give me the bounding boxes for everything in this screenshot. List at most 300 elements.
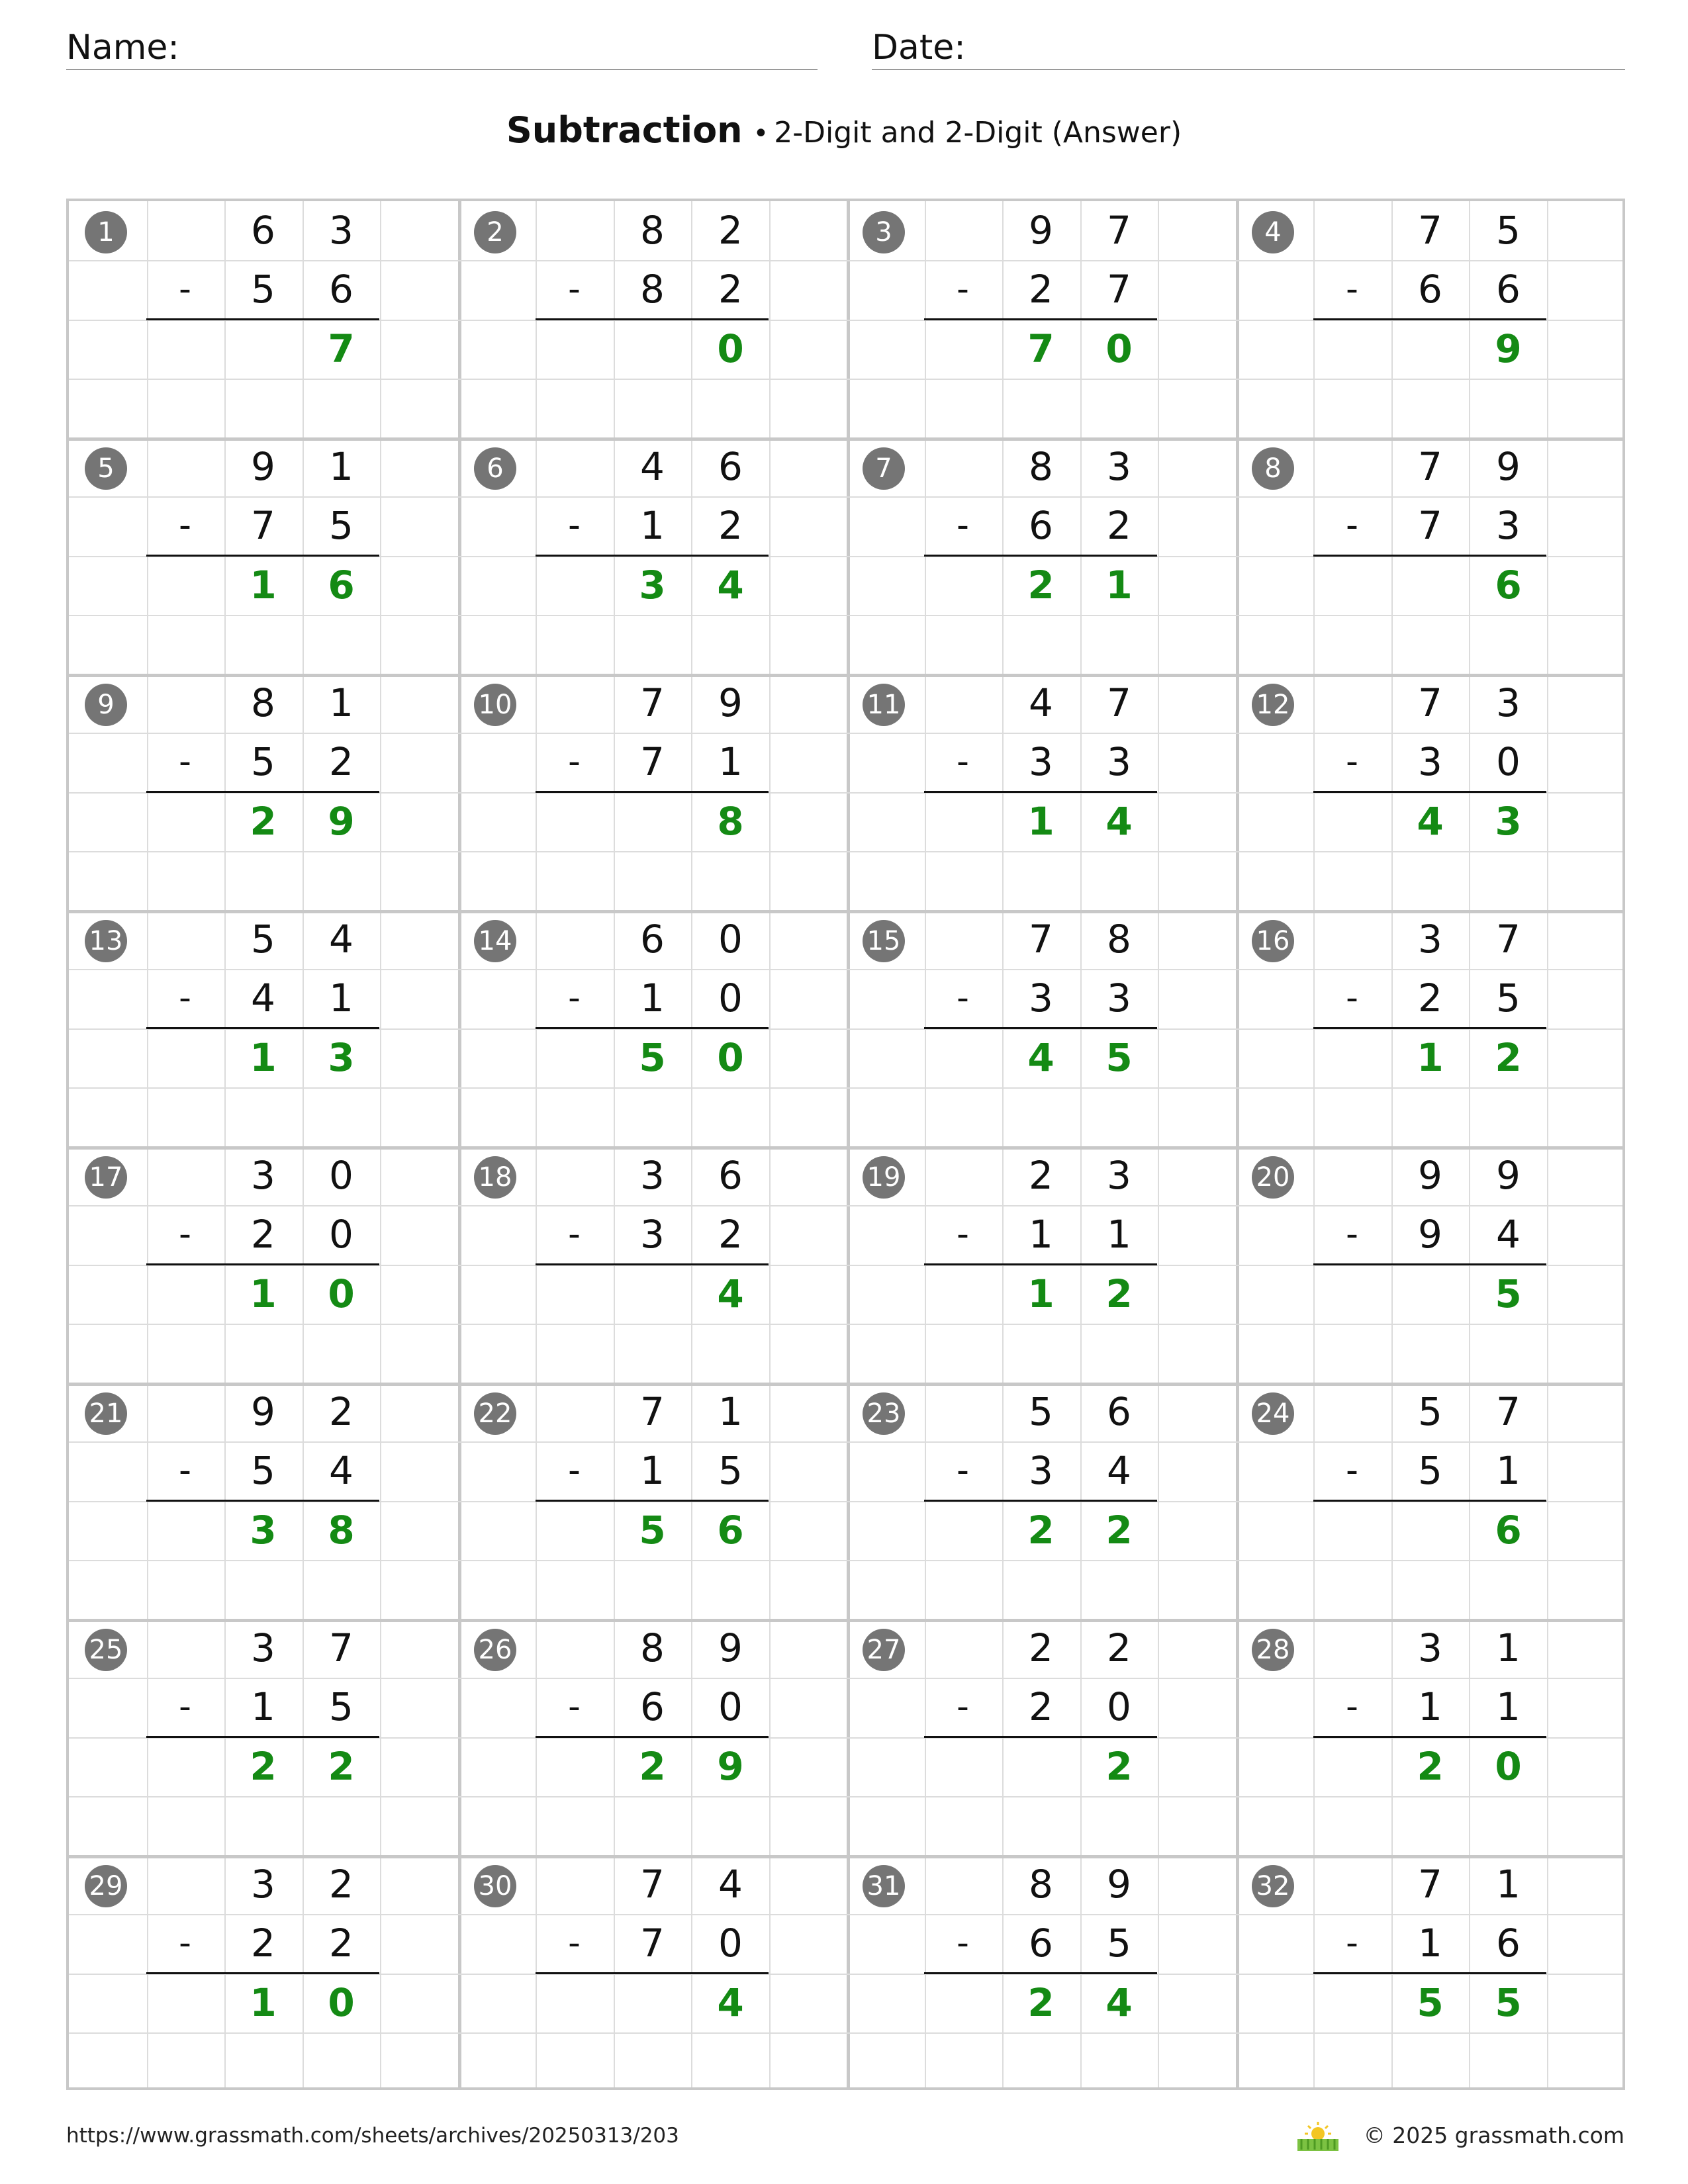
minuend-digit: 6 — [718, 1153, 743, 1198]
subtrahend-digit: 5 — [1496, 976, 1521, 1021]
minuend-digit: 3 — [251, 1153, 275, 1198]
problem-10 — [458, 674, 848, 910]
answer-line — [536, 555, 769, 557]
minus-sign: - — [179, 506, 191, 545]
subtrahend-digit: 9 — [1418, 1212, 1442, 1257]
problem-5 — [69, 437, 459, 674]
minuend-digit: 9 — [718, 1625, 743, 1670]
minuend-digit: 2 — [718, 208, 743, 253]
subtrahend-digit: 1 — [640, 976, 665, 1021]
minuend-digit: 8 — [640, 1625, 665, 1670]
answer-digit: 4 — [717, 563, 744, 608]
answer-digit: 5 — [1495, 1271, 1522, 1316]
name-label: Name: — [66, 28, 179, 68]
answer-line — [924, 318, 1157, 320]
subtrahend-digit: 2 — [1418, 976, 1442, 1021]
problem-24 — [1236, 1383, 1626, 1619]
answer-digit — [224, 320, 302, 379]
footer-url: https://www.grassmath.com/sheets/archives/20250313/203 — [66, 2124, 679, 2148]
problem-number-badge: 13 — [85, 920, 127, 962]
answer-digit: 7 — [1027, 326, 1055, 371]
minuend-digit: 6 — [251, 208, 275, 253]
subtrahend-digit: 0 — [329, 1212, 353, 1257]
minuend-digit: 8 — [1029, 444, 1053, 489]
answer-digit: 6 — [717, 1508, 744, 1553]
minuend-digit: 9 — [251, 1389, 275, 1434]
problem-16 — [1236, 910, 1626, 1146]
answer-line — [1313, 555, 1546, 557]
minus-sign: - — [1346, 742, 1358, 782]
minuend-digit: 9 — [251, 444, 275, 489]
subtrahend-digit: 4 — [1107, 1448, 1131, 1493]
worksheet-title — [0, 106, 1688, 163]
answer-digit: 0 — [717, 1035, 744, 1080]
answer-digit: 2 — [639, 1744, 666, 1789]
minuend-digit: 3 — [640, 1153, 665, 1198]
problem-13 — [69, 910, 459, 1146]
subtrahend-digit: 1 — [329, 976, 353, 1021]
minuend-digit: 0 — [329, 1153, 353, 1198]
answer-line — [536, 1736, 769, 1738]
answer-digit: 4 — [1105, 1980, 1133, 2025]
problem-number-badge: 31 — [863, 1865, 905, 1907]
problem-7 — [847, 437, 1237, 674]
problem-6 — [458, 437, 848, 674]
answer-digit — [1002, 1737, 1080, 1796]
minuend-digit: 8 — [1107, 917, 1131, 962]
subtrahend-digit: 1 — [640, 503, 665, 548]
problem-number-badge: 30 — [474, 1865, 516, 1907]
minus-sign: - — [957, 978, 969, 1018]
minuend-digit: 1 — [1496, 1862, 1521, 1907]
answer-digit: 1 — [250, 1980, 277, 2025]
problem-number-badge: 19 — [863, 1156, 905, 1199]
subtrahend-digit: 3 — [1107, 976, 1131, 1021]
problem-22 — [458, 1383, 848, 1619]
answer-line — [536, 318, 769, 320]
minus-sign: - — [957, 742, 969, 782]
answer-line — [924, 1027, 1157, 1029]
answer-digit: 5 — [639, 1035, 666, 1080]
answer-line — [146, 555, 379, 557]
minus-sign: - — [179, 1923, 191, 1963]
answer-digit: 3 — [639, 563, 666, 608]
problem-12 — [1236, 674, 1626, 910]
problem-28 — [1236, 1619, 1626, 1855]
problem-number-badge: 3 — [863, 211, 905, 253]
minuend-digit: 7 — [1107, 680, 1131, 725]
minuend-digit: 3 — [1418, 1625, 1442, 1670]
minus-sign: - — [1346, 978, 1358, 1018]
answer-digit: 6 — [328, 563, 355, 608]
subtrahend-digit: 1 — [251, 1684, 275, 1729]
answer-line — [924, 1263, 1157, 1265]
subtrahend-digit: 0 — [718, 976, 743, 1021]
minuend-digit: 4 — [1029, 680, 1053, 725]
minus-sign: - — [179, 1214, 191, 1254]
minuend-digit: 7 — [1418, 444, 1442, 489]
minuend-digit: 2 — [1107, 1625, 1131, 1670]
subtrahend-digit: 2 — [251, 1212, 275, 1257]
minuend-digit: 1 — [329, 444, 353, 489]
answer-digit: 1 — [250, 1271, 277, 1316]
minus-sign: - — [568, 1451, 581, 1490]
answer-digit: 2 — [1027, 1508, 1055, 1553]
answer-digit — [1391, 1501, 1469, 1560]
answer-digit: 8 — [717, 799, 744, 844]
subtrahend-digit: 5 — [329, 503, 353, 548]
minus-sign: - — [568, 1923, 581, 1963]
subtrahend-digit: 6 — [1029, 503, 1053, 548]
answer-digit: 2 — [1105, 1508, 1133, 1553]
problem-number-badge: 5 — [85, 447, 127, 490]
subtrahend-digit: 0 — [1496, 739, 1521, 784]
problem-25 — [69, 1619, 459, 1855]
answer-digit: 4 — [717, 1271, 744, 1316]
subtrahend-digit: 3 — [1029, 976, 1053, 1021]
minus-sign: - — [568, 742, 581, 782]
answer-line — [536, 1500, 769, 1502]
subtrahend-digit: 1 — [1496, 1448, 1521, 1493]
answer-line — [146, 1263, 379, 1265]
problem-29 — [69, 1855, 459, 2091]
answer-digit: 3 — [328, 1035, 355, 1080]
answer-line — [536, 1263, 769, 1265]
problem-number-badge: 32 — [1252, 1865, 1294, 1907]
subtrahend-digit: 3 — [1029, 1448, 1053, 1493]
answer-digit: 3 — [1495, 799, 1522, 844]
minuend-digit: 7 — [1496, 917, 1521, 962]
answer-digit: 5 — [1105, 1035, 1133, 1080]
problem-20 — [1236, 1146, 1626, 1383]
minuend-digit: 3 — [1107, 444, 1131, 489]
answer-digit — [614, 1265, 691, 1324]
grass-sun-logo-icon — [1295, 2120, 1341, 2151]
minuend-digit: 4 — [718, 1862, 743, 1907]
problem-number-badge: 29 — [85, 1865, 127, 1907]
minus-sign: - — [568, 506, 581, 545]
answer-line — [924, 791, 1157, 793]
subtrahend-digit: 0 — [718, 1921, 743, 1966]
answer-line — [924, 555, 1157, 557]
answer-digit — [614, 792, 691, 851]
answer-line — [146, 1972, 379, 1974]
answer-digit: 6 — [1495, 563, 1522, 608]
minuend-digit: 6 — [718, 444, 743, 489]
answer-digit — [1391, 1265, 1469, 1324]
minus-sign: - — [957, 1923, 969, 1963]
problem-number-badge: 15 — [863, 920, 905, 962]
problem-number-badge: 17 — [85, 1156, 127, 1199]
minuend-digit: 5 — [1029, 1389, 1053, 1434]
answer-digit: 4 — [1417, 799, 1444, 844]
subtrahend-digit: 4 — [329, 1448, 353, 1493]
problem-31 — [847, 1855, 1237, 2091]
minus-sign: - — [1346, 1923, 1358, 1963]
answer-digit: 5 — [1417, 1980, 1444, 2025]
minuend-digit: 2 — [1029, 1625, 1053, 1670]
problem-number-badge: 4 — [1252, 211, 1294, 253]
answer-line — [146, 1500, 379, 1502]
answer-line — [536, 1972, 769, 1974]
minuend-digit: 7 — [1496, 1389, 1521, 1434]
subtrahend-digit: 8 — [640, 267, 665, 312]
answer-line — [536, 1027, 769, 1029]
answer-line — [1313, 1972, 1546, 1974]
subtrahend-digit: 4 — [251, 976, 275, 1021]
subtrahend-digit: 6 — [640, 1684, 665, 1729]
answer-line — [146, 1736, 379, 1738]
subtrahend-digit: 6 — [1496, 267, 1521, 312]
minuend-digit: 7 — [1418, 208, 1442, 253]
answer-line — [1313, 1027, 1546, 1029]
minuend-digit: 9 — [1496, 444, 1521, 489]
problem-18 — [458, 1146, 848, 1383]
problem-8 — [1236, 437, 1626, 674]
subtrahend-digit: 1 — [1418, 1921, 1442, 1966]
answer-digit: 1 — [1027, 799, 1055, 844]
minus-sign: - — [1346, 1451, 1358, 1490]
minus-sign: - — [568, 978, 581, 1018]
subtrahend-digit: 6 — [329, 267, 353, 312]
subtrahend-digit: 0 — [718, 1684, 743, 1729]
answer-line — [924, 1500, 1157, 1502]
answer-digit — [1391, 556, 1469, 615]
answer-line — [1313, 791, 1546, 793]
problem-grid — [66, 199, 1625, 2090]
minuend-digit: 5 — [251, 917, 275, 962]
problem-number-badge: 11 — [863, 684, 905, 726]
subtrahend-digit: 5 — [251, 1448, 275, 1493]
minuend-digit: 6 — [1107, 1389, 1131, 1434]
answer-digit: 6 — [1495, 1508, 1522, 1553]
subtrahend-digit: 3 — [1496, 503, 1521, 548]
answer-digit: 2 — [1027, 563, 1055, 608]
subtrahend-digit: 7 — [251, 503, 275, 548]
answer-digit: 2 — [250, 1744, 277, 1789]
subtrahend-digit: 1 — [1029, 1212, 1053, 1257]
subtrahend-digit: 3 — [1029, 739, 1053, 784]
subtrahend-digit: 0 — [1107, 1684, 1131, 1729]
problem-number-badge: 21 — [85, 1392, 127, 1435]
answer-digit: 0 — [328, 1980, 355, 2025]
problem-number-badge: 14 — [474, 920, 516, 962]
subtrahend-digit: 2 — [718, 503, 743, 548]
answer-line — [146, 318, 379, 320]
problem-4 — [1236, 201, 1626, 437]
minus-sign: - — [179, 978, 191, 1018]
minuend-digit: 9 — [1496, 1153, 1521, 1198]
subtrahend-digit: 2 — [718, 267, 743, 312]
minus-sign: - — [1346, 1687, 1358, 1727]
subtrahend-digit: 6 — [1496, 1921, 1521, 1966]
answer-digit: 7 — [328, 326, 355, 371]
minuend-digit: 5 — [1496, 208, 1521, 253]
date-field[interactable] — [872, 24, 1625, 70]
answer-line — [1313, 1736, 1546, 1738]
minuend-digit: 7 — [329, 1625, 353, 1670]
problem-number-badge: 12 — [1252, 684, 1294, 726]
subtrahend-digit: 1 — [718, 739, 743, 784]
minuend-digit: 5 — [1418, 1389, 1442, 1434]
subtrahend-digit: 2 — [1107, 503, 1131, 548]
minus-sign: - — [957, 1214, 969, 1254]
minuend-digit: 2 — [1029, 1153, 1053, 1198]
minus-sign: - — [957, 506, 969, 545]
problem-32 — [1236, 1855, 1626, 2091]
minuend-digit: 1 — [329, 680, 353, 725]
minus-sign: - — [957, 269, 969, 309]
answer-line — [146, 1027, 379, 1029]
subtrahend-digit: 3 — [1107, 739, 1131, 784]
answer-digit: 9 — [1495, 326, 1522, 371]
answer-digit: 9 — [717, 1744, 744, 1789]
minuend-digit: 1 — [718, 1389, 743, 1434]
minuend-digit: 2 — [329, 1389, 353, 1434]
answer-digit: 2 — [1105, 1744, 1133, 1789]
answer-line — [924, 1736, 1157, 1738]
answer-digit: 0 — [717, 326, 744, 371]
minuend-digit: 3 — [1418, 917, 1442, 962]
answer-digit: 1 — [250, 563, 277, 608]
answer-digit — [614, 320, 691, 379]
minuend-digit: 9 — [1107, 1862, 1131, 1907]
copyright: © 2025 grassmath.com — [1363, 2122, 1624, 2148]
minuend-digit: 6 — [640, 917, 665, 962]
problem-number-badge: 18 — [474, 1156, 516, 1199]
minuend-digit: 2 — [329, 1862, 353, 1907]
subtrahend-digit: 3 — [640, 1212, 665, 1257]
subtrahend-digit: 5 — [1107, 1921, 1131, 1966]
minus-sign: - — [1346, 506, 1358, 545]
subtrahend-digit: 7 — [640, 739, 665, 784]
answer-digit — [1391, 320, 1469, 379]
problem-3 — [847, 201, 1237, 437]
subtrahend-digit: 7 — [640, 1921, 665, 1966]
problem-14 — [458, 910, 848, 1146]
subtrahend-digit: 1 — [1107, 1212, 1131, 1257]
subtrahend-digit: 1 — [640, 1448, 665, 1493]
answer-digit: 2 — [250, 799, 277, 844]
subtrahend-digit: 7 — [1107, 267, 1131, 312]
subtrahend-digit: 2 — [329, 1921, 353, 1966]
answer-digit: 5 — [1495, 1980, 1522, 2025]
problem-number-badge: 1 — [85, 211, 127, 253]
minus-sign: - — [957, 1451, 969, 1490]
minuend-digit: 3 — [1496, 680, 1521, 725]
answer-digit: 2 — [1105, 1271, 1133, 1316]
problem-number-badge: 24 — [1252, 1392, 1294, 1435]
minuend-digit: 3 — [329, 208, 353, 253]
problem-number-badge: 7 — [863, 447, 905, 490]
answer-line — [1313, 318, 1546, 320]
subtrahend-digit: 6 — [1418, 267, 1442, 312]
problem-17 — [69, 1146, 459, 1383]
answer-line — [924, 1972, 1157, 1974]
minuend-digit: 9 — [1418, 1153, 1442, 1198]
subtrahend-digit: 2 — [1029, 267, 1053, 312]
subtrahend-digit: 2 — [251, 1921, 275, 1966]
subtrahend-digit: 1 — [1418, 1684, 1442, 1729]
minus-sign: - — [568, 269, 581, 309]
minuend-digit: 9 — [1029, 208, 1053, 253]
subtrahend-digit: 5 — [718, 1448, 743, 1493]
answer-line — [146, 791, 379, 793]
subtrahend-digit: 5 — [329, 1684, 353, 1729]
answer-digit: 1 — [1417, 1035, 1444, 1080]
minus-sign: - — [1346, 269, 1358, 309]
minuend-digit: 1 — [1496, 1625, 1521, 1670]
minuend-digit: 7 — [640, 680, 665, 725]
problem-number-badge: 2 — [474, 211, 516, 253]
subtrahend-digit: 2 — [1029, 1684, 1053, 1729]
problem-23 — [847, 1383, 1237, 1619]
problem-number-badge: 27 — [863, 1629, 905, 1671]
subtrahend-digit: 1 — [1496, 1684, 1521, 1729]
answer-line — [1313, 1500, 1546, 1502]
problem-number-badge: 28 — [1252, 1629, 1294, 1671]
minuend-digit: 9 — [718, 680, 743, 725]
minus-sign: - — [1346, 1214, 1358, 1254]
problem-30 — [458, 1855, 848, 2091]
problem-number-badge: 26 — [474, 1629, 516, 1671]
problem-number-badge: 10 — [474, 684, 516, 726]
minus-sign: - — [568, 1687, 581, 1727]
problem-number-badge: 23 — [863, 1392, 905, 1435]
subtrahend-digit: 5 — [1418, 1448, 1442, 1493]
problem-number-badge: 20 — [1252, 1156, 1294, 1199]
problem-number-badge: 25 — [85, 1629, 127, 1671]
answer-digit: 1 — [1105, 563, 1133, 608]
answer-digit: 2 — [1495, 1035, 1522, 1080]
answer-digit: 1 — [1027, 1271, 1055, 1316]
problem-2 — [458, 201, 848, 437]
subtrahend-digit: 3 — [1418, 739, 1442, 784]
subtrahend-digit: 5 — [251, 739, 275, 784]
subtrahend-digit: 2 — [718, 1212, 743, 1257]
problem-26 — [458, 1619, 848, 1855]
footer-brand — [1295, 2122, 1624, 2149]
minuend-digit: 4 — [640, 444, 665, 489]
answer-digit: 2 — [328, 1744, 355, 1789]
problem-1 — [69, 201, 459, 437]
minus-sign: - — [179, 269, 191, 309]
problem-number-badge: 9 — [85, 684, 127, 726]
problem-15 — [847, 910, 1237, 1146]
answer-digit: 9 — [328, 799, 355, 844]
minuend-digit: 7 — [1029, 917, 1053, 962]
answer-digit: 4 — [717, 1980, 744, 2025]
minuend-digit: 7 — [1107, 208, 1131, 253]
minuend-digit: 8 — [640, 208, 665, 253]
problem-9 — [69, 674, 459, 910]
problem-21 — [69, 1383, 459, 1619]
title-separator: • — [753, 118, 769, 149]
name-field[interactable] — [66, 24, 818, 70]
title-subtitle: 2-Digit and 2-Digit (Answer) — [774, 116, 1182, 150]
minuend-digit: 7 — [640, 1389, 665, 1434]
minuend-digit: 3 — [1107, 1153, 1131, 1198]
subtrahend-digit: 6 — [1029, 1921, 1053, 1966]
answer-digit: 5 — [639, 1508, 666, 1553]
problem-27 — [847, 1619, 1237, 1855]
answer-digit: 8 — [328, 1508, 355, 1553]
answer-line — [536, 791, 769, 793]
subtrahend-digit: 4 — [1496, 1212, 1521, 1257]
problem-11 — [847, 674, 1237, 910]
date-label: Date: — [872, 28, 966, 68]
answer-digit: 0 — [328, 1271, 355, 1316]
